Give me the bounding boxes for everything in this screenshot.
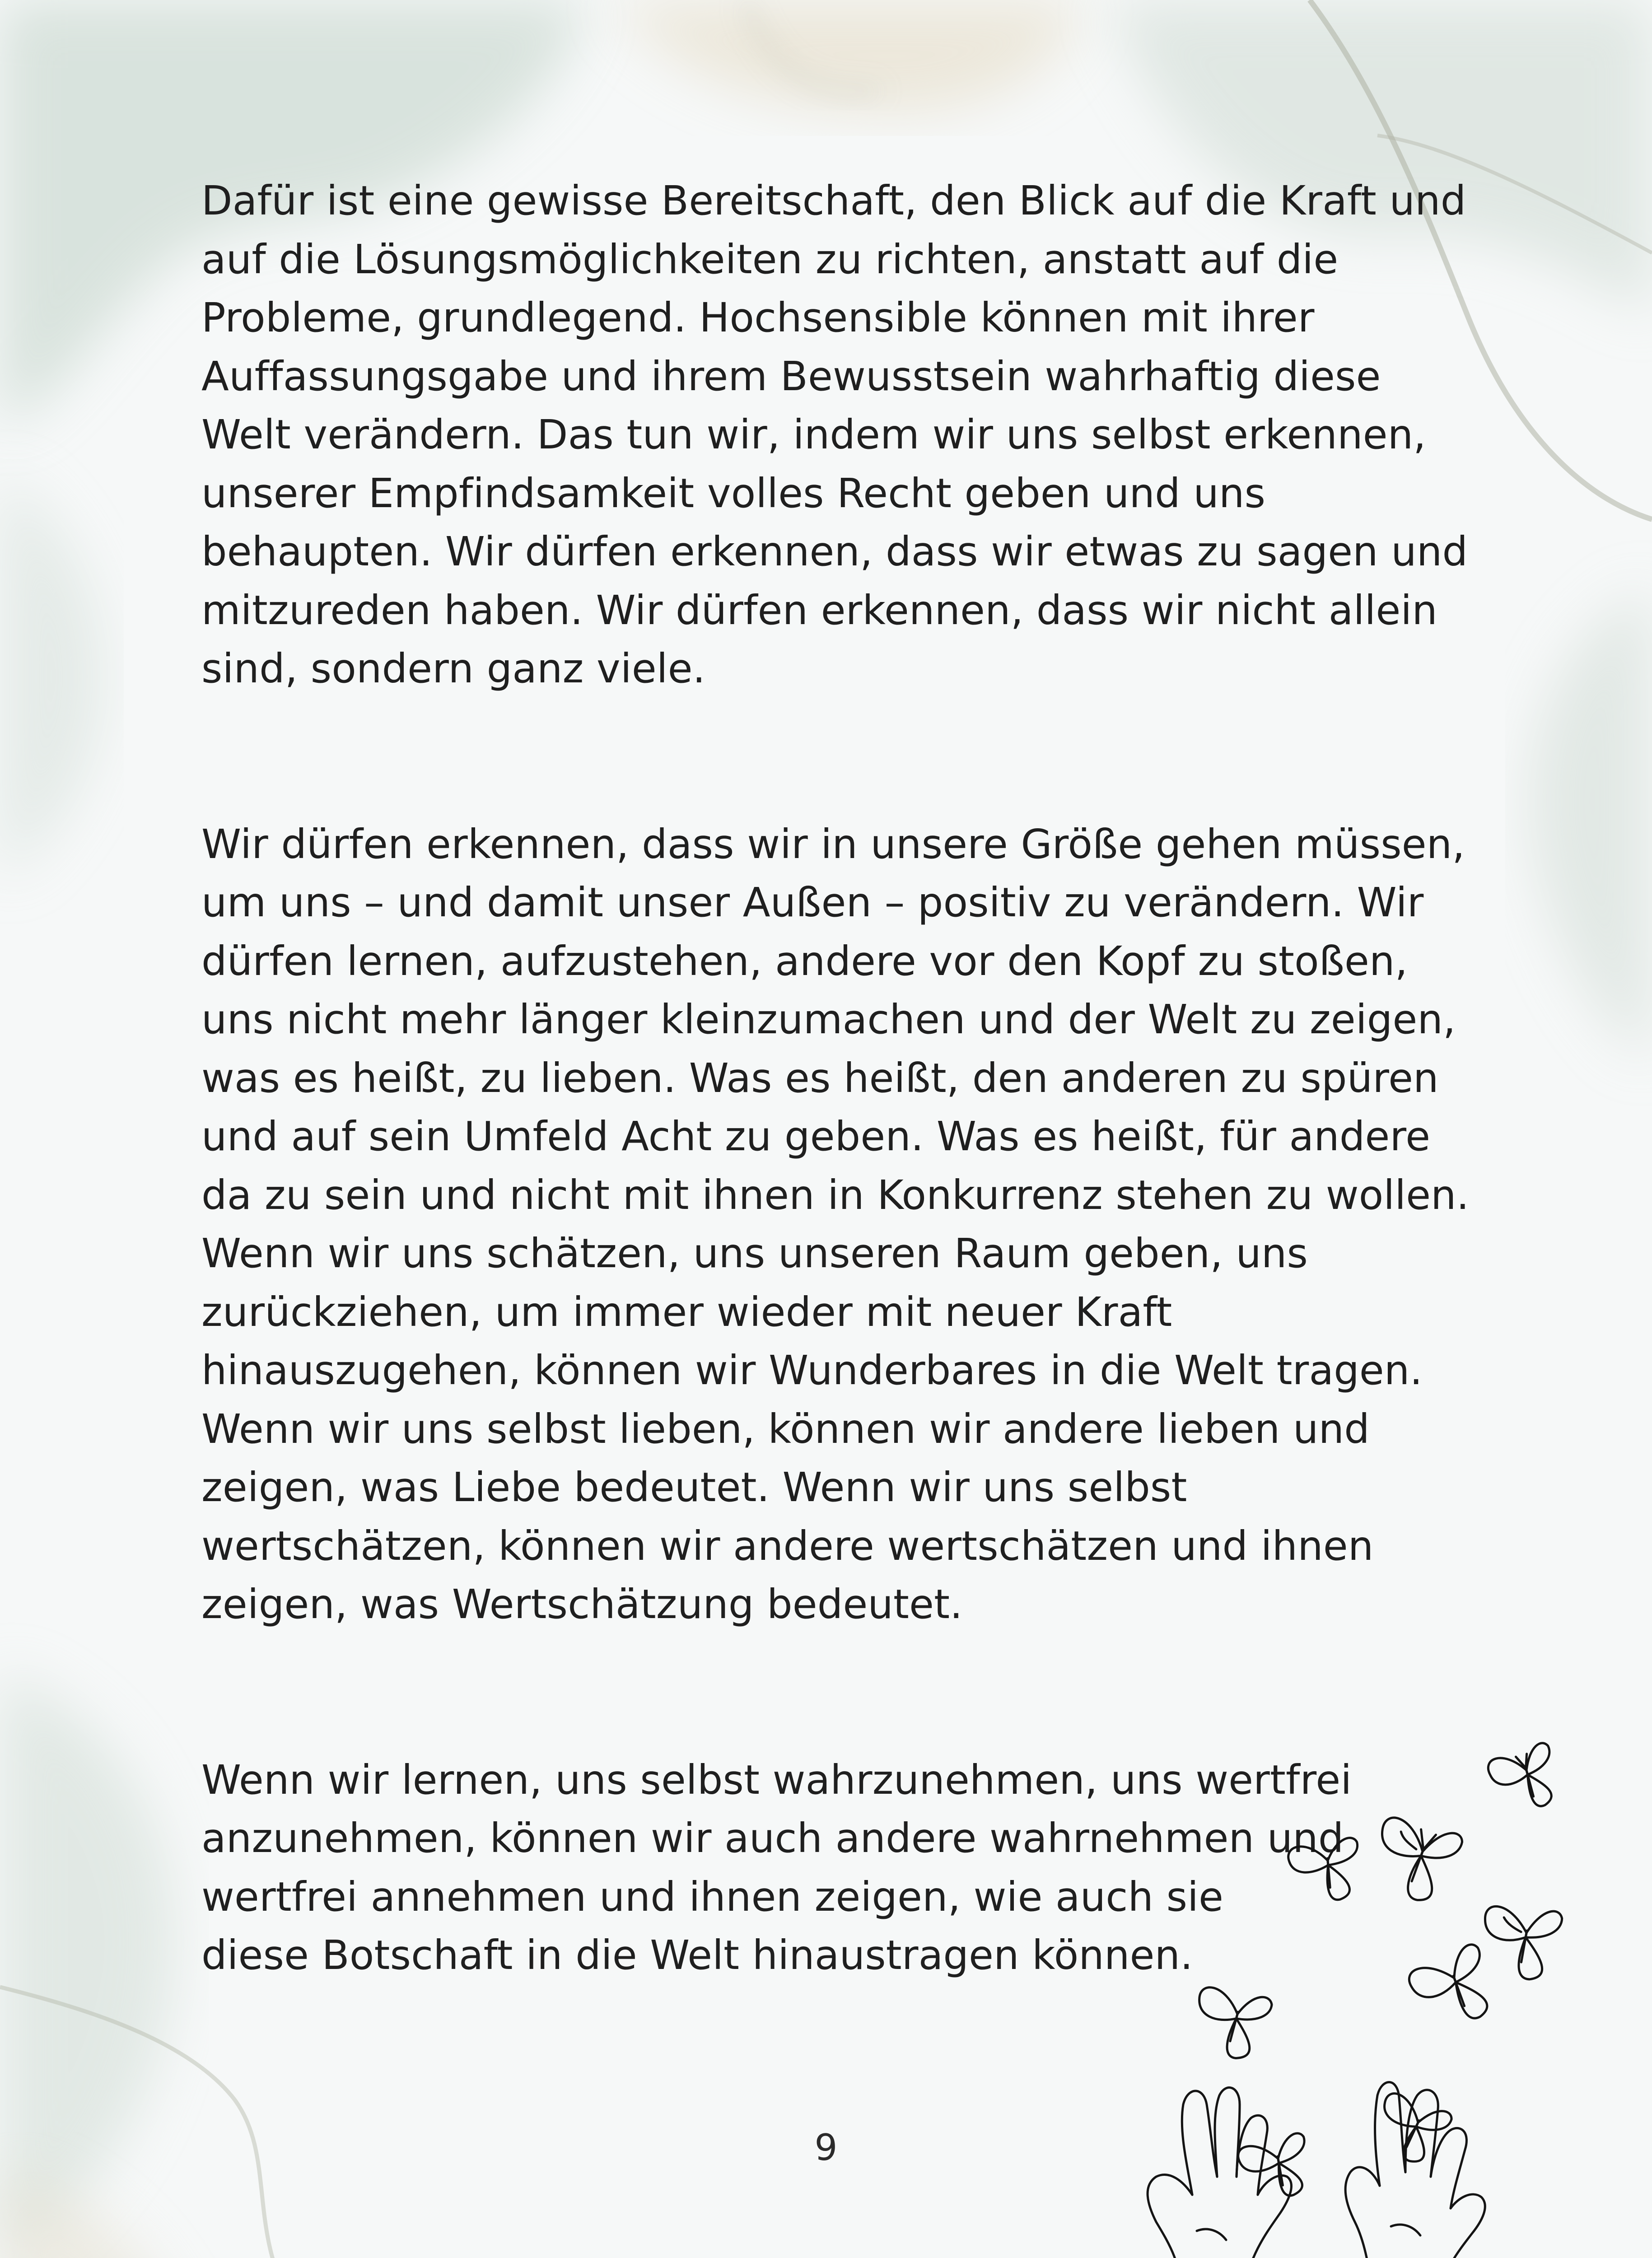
text-line: hinauszugehen, können wir Wunderbares in die Welt tragen. — [201, 1347, 1423, 1394]
text-line: was es heißt, zu lieben. Was es heißt, den anderen zu spüren — [201, 1054, 1439, 1101]
paragraph-1 — [201, 172, 1479, 698]
butterfly-icon — [1476, 1899, 1563, 1983]
text-line: zeigen, was Wertschätzung bedeutet. — [201, 1581, 963, 1628]
text-line: wertschätzen, können wir andere wertschätzen und ihnen — [201, 1522, 1374, 1569]
text-line: da zu sein und nicht mit ihnen in Konkurrenz stehen zu wollen. — [201, 1171, 1470, 1218]
butterfly-icon — [1236, 2132, 1314, 2203]
text-line: Welt verändern. Das tun wir, indem wir uns selbst erkennen, — [201, 411, 1426, 458]
butterfly-icon — [1405, 1942, 1501, 2035]
text-line: Probleme, grundlegend. Hochsensible können mit ihrer — [201, 294, 1315, 341]
left-hand-icon — [1148, 2088, 1291, 2258]
text-line: sind, sondern ganz viele. — [201, 645, 706, 692]
body-text — [201, 172, 1479, 1985]
text-line: um uns – und damit unser Außen – positiv zu verändern. Wir — [201, 879, 1424, 926]
text-line: unserer Empfindsamkeit volles Recht geben und uns — [201, 469, 1266, 517]
butterfly-icon — [1367, 2086, 1454, 2170]
text-line: mitzureden haben. Wir dürfen erkennen, dass wir nicht allein — [201, 586, 1437, 634]
text-line: Dafür ist eine gewisse Bereitschaft, den Blick auf die Kraft und — [201, 177, 1466, 224]
page-number: 9 — [814, 2127, 838, 2169]
text-line: zeigen, was Liebe bedeutet. Wenn wir uns selbst — [201, 1464, 1187, 1511]
butterfly-icon — [1485, 1741, 1563, 1817]
text-line: Wenn wir uns schätzen, uns unseren Raum geben, uns — [201, 1230, 1308, 1277]
right-hand-icon — [1345, 2082, 1485, 2258]
butterfly-icon — [1363, 1810, 1464, 1908]
text-line: uns nicht mehr länger kleinzumachen und der Welt zu zeigen, — [201, 996, 1456, 1043]
hands-butterflies-illustration — [1129, 1725, 1590, 2258]
text-line: Wir dürfen erkennen, dass wir in unsere Größe gehen müssen, — [201, 820, 1465, 868]
butterfly-icon — [1186, 1981, 1273, 2064]
butterfly-icon — [1287, 1837, 1362, 1903]
text-line: Auffassungsgabe und ihrem Bewusstsein wahrhaftig diese — [201, 352, 1381, 400]
text-line: dürfen lernen, aufzustehen, andere vor den Kopf zu stoßen, — [201, 937, 1408, 984]
text-line: und auf sein Umfeld Acht zu geben. Was es heißt, für andere — [201, 1113, 1431, 1160]
paragraph-2 — [201, 815, 1479, 1634]
text-line: Wenn wir uns selbst lieben, können wir andere lieben und — [201, 1405, 1370, 1452]
text-line: behaupten. Wir dürfen erkennen, dass wir etwas zu sagen und — [201, 528, 1468, 575]
text-line: auf die Lösungsmöglichkeiten zu richten, anstatt auf die — [201, 235, 1339, 283]
paragraph-spacer — [201, 698, 1479, 815]
text-line: Wenn wir lernen, uns selbst wahrzunehmen, uns wertfrei — [201, 1756, 1352, 1803]
text-line: wertfrei annehmen und ihnen zeigen, wie auch sie — [201, 1873, 1224, 1920]
text-line: anzunehmen, können wir auch andere wahrnehmen und — [201, 1815, 1344, 1861]
text-line: diese Botschaft in die Welt hinaustragen können. — [201, 1931, 1193, 1978]
text-line: zurückziehen, um immer wieder mit neuer Kraft — [201, 1288, 1172, 1335]
